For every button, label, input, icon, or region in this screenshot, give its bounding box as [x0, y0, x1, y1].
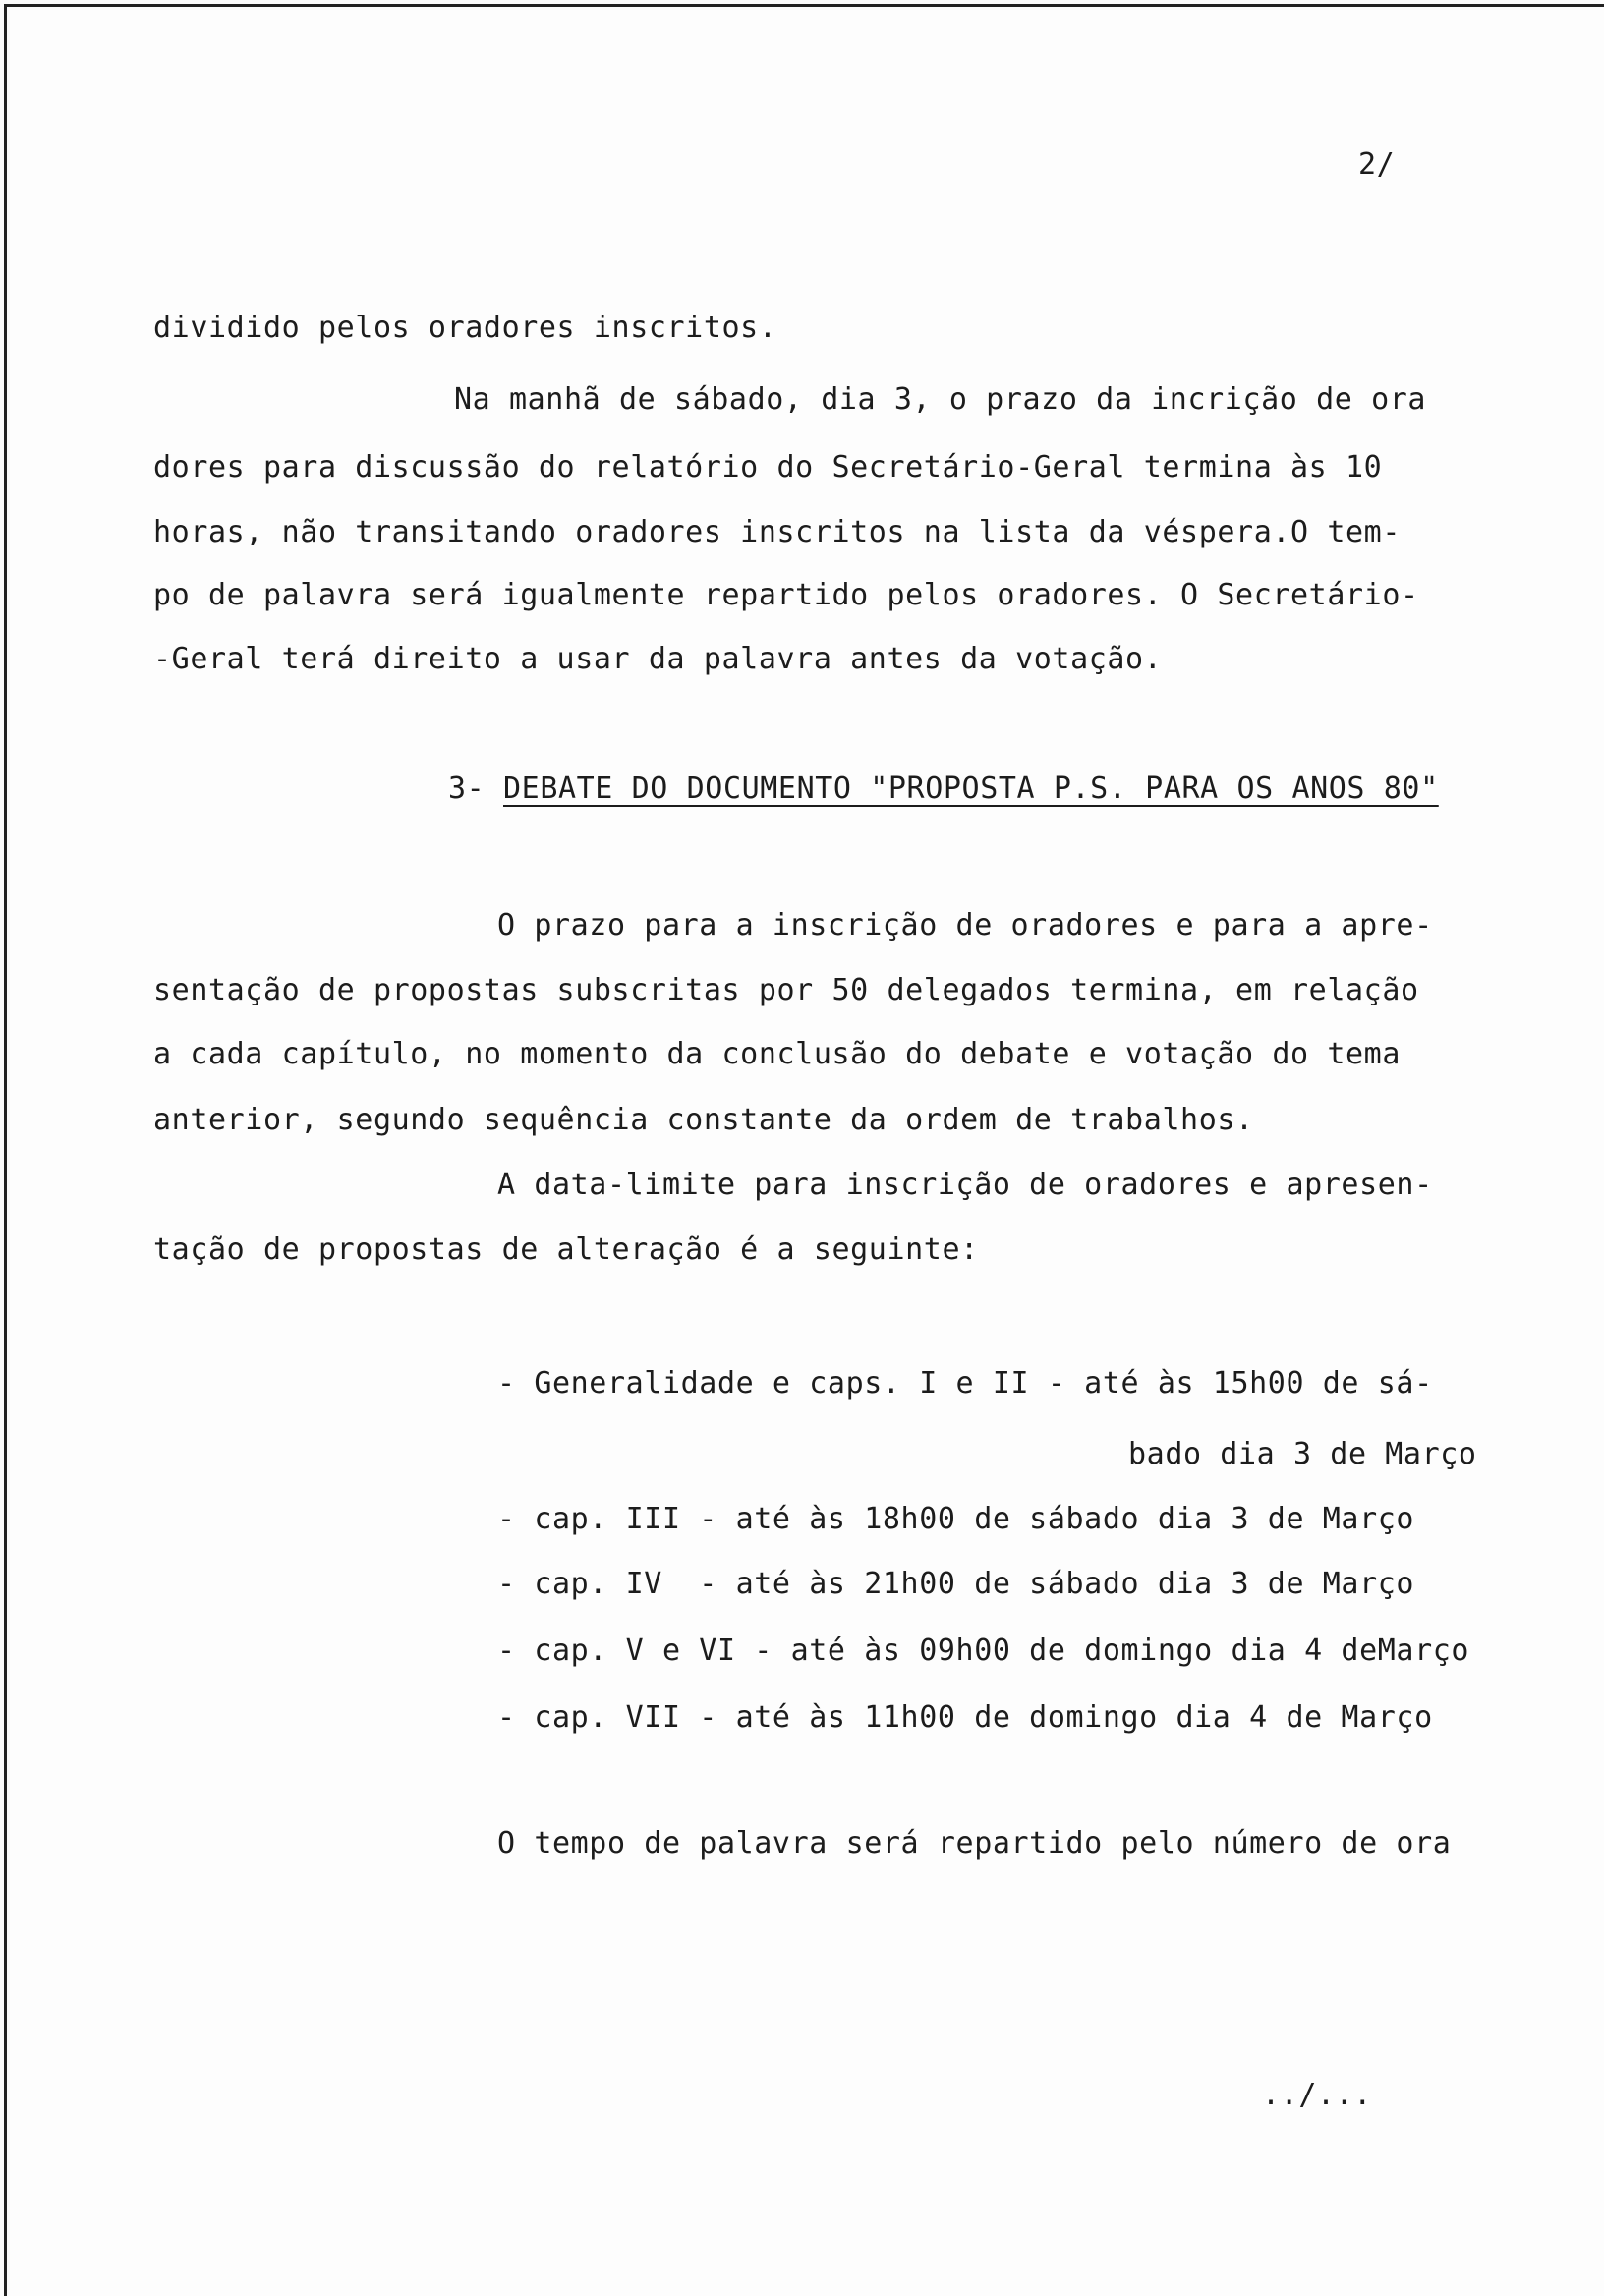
deadline-item: - cap. V e VI - até às 09h00 de domingo dia 4 deMarço: [497, 1634, 1470, 1668]
page-left-edge: [4, 4, 7, 2296]
paragraph-line: dividido pelos oradores inscritos.: [153, 311, 777, 345]
paragraph-line: horas, não transitando oradores inscritos na lista da véspera.O tem-: [153, 515, 1401, 549]
paragraph-line: Na manhã de sábado, dia 3, o prazo da incrição de ora: [454, 382, 1427, 417]
deadline-item: - cap. IV - até às 21h00 de sábado dia 3 de Março: [497, 1567, 1415, 1601]
deadline-item: - Generalidade e caps. I e II - até às 15h00 de sá-: [497, 1366, 1433, 1401]
paragraph-line: po de palavra será igualmente repartido pelos oradores. O Secretário-: [153, 578, 1419, 612]
paragraph-line: -Geral terá direito a usar da palavra antes da votação.: [153, 642, 1163, 676]
paragraph-line: sentação de propostas subscritas por 50 delegados termina, em relação: [153, 973, 1419, 1007]
paragraph-line: anterior, segundo sequência constante da ordem de trabalhos.: [153, 1103, 1254, 1137]
section-number: 3-: [448, 772, 486, 806]
paragraph-line: O tempo de palavra será repartido pelo número de ora: [497, 1826, 1452, 1861]
continuation-mark: ../...: [1262, 2078, 1372, 2112]
deadline-item: - cap. VII - até às 11h00 de domingo dia 4 de Março: [497, 1700, 1433, 1735]
page-top-edge: [6, 4, 1604, 7]
paragraph-line: a cada capítulo, no momento da conclusão do debate e votação do tema: [153, 1037, 1401, 1071]
paragraph-line: tação de propostas de alteração é a seguinte:: [153, 1233, 979, 1267]
section-heading: DEBATE DO DOCUMENTO "PROPOSTA P.S. PARA OS ANOS 80": [503, 772, 1439, 806]
paragraph-line: dores para discussão do relatório do Secretário-Geral termina às 10: [153, 450, 1383, 485]
paragraph-line: O prazo para a inscrição de oradores e para a apre-: [497, 908, 1433, 943]
deadline-item-continuation: bado dia 3 de Março: [1128, 1437, 1477, 1471]
paragraph-line: A data-limite para inscrição de oradores e apresen-: [497, 1168, 1433, 1202]
page-number: 2/: [1358, 147, 1396, 182]
deadline-item: - cap. III - até às 18h00 de sábado dia 3 de Março: [497, 1502, 1415, 1536]
